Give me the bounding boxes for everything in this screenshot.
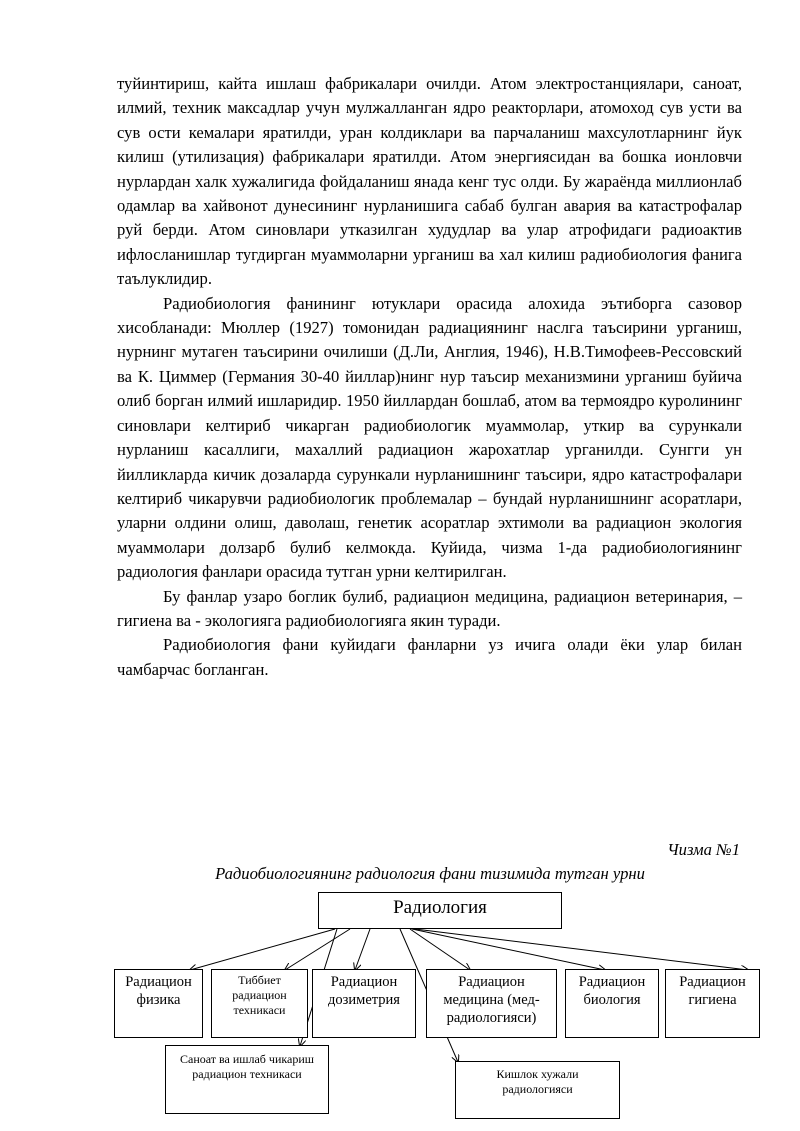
box-agricultural-radiology: Кишлок хужали радиологияси — [455, 1061, 620, 1119]
box-radiation-medicine: Радиацион медицина (мед-радиологияси) — [426, 969, 557, 1038]
box-medical-radiation-technique: Тиббиет радиацион техникаси — [211, 969, 308, 1038]
figure-title: Радиобиологиянинг радиология фани тизимида тутган урни — [215, 864, 645, 883]
box-industrial-radiation-technique: Саноат ва ишлаб чикариш радиацион техникаси — [165, 1045, 329, 1114]
figure-number: Чизма №1 — [667, 840, 740, 859]
box-radiation-dosimetry: Радиацион дозиметрия — [312, 969, 416, 1038]
paragraph-1: туйинтириш, кайта ишлаш фабрикалари очилди. Атом электростанциялари, саноат, илмий, техник максадлар учун мулжалланган ядро реакторлари, атомоход сув усти ва сув ости кемалари яратилди, уран колдиклари ва парчаланиш махсулотларнинг йук килиш (утилизация) фабрикалари яратилди. Атом энергиясидан ва бошка ионловчи нурлардан халк хужалигида фойдаланиш янада кенг тус олди. Бу жараёнда миллионлаб одамлар ва хайвонот дунесининг нурланишига сабаб булган авария ва катастрофалар руй берди. Атом синовлари утказилган худудлар ва улар атрофидаги радиоактив ифлосланишлар тугдирган муаммоларни урганиш ва хал килиш радиобиология фанига таълуклидир. — [117, 74, 742, 289]
box-radiation-physics: Радиацион физика — [114, 969, 203, 1038]
paragraph-4: Радиобиология фани куйидаги фанларни уз ичига олади ёки улар билан чамбарчас богланган. — [117, 635, 742, 679]
paragraph-2: Радиобиология фанининг ютуклари орасида алохида эътиборга сазовор хисобланади: Мюллер (1927) томонидан радиациянинг наслга таъсирини урганиш, нурнинг мутаген таъсирини очилиши (Д.Ли, Англия, 1946), Н.В.Тимофеев-Ресcовский ва К. Циммер (Германия 30-40 йиллар)нинг нур таъсир механизмини урганиш буйича олиб борган илмий ишларидир. 1950 йиллардан бошлаб, атом ва термоядро куролининг синовлари келтириб чикарган радиобиологик муаммолар, уткир ва сурункали нурланиш касаллиги, махаллий радиацион жарохатлар урганилди. Сунгги ун йилликларда кичик дозаларда сурункали нурланишнинг таъсири, ядро катастрофалари келтириб чикарувчи радиобиологик проблемалар – бундай нурланишнинг асоратлари, уларни олдини олиш, даволаш, генетик асоратлар эхтимоли ва радиацион экология муаммолари долзарб булиб келмокда. Куйида, чизма 1-да радиобиологиянинг радиология фанлари орасида тутган урни келтирилган. — [117, 293, 742, 582]
body-text — [117, 72, 742, 682]
box-radiation-hygiene: Радиацион гигиена — [665, 969, 760, 1038]
box-radiation-biology: Радиацион биология — [565, 969, 659, 1038]
paragraph-3: Бу фанлар узаро боглик булиб, радиацион медицина, радиацион ветеринария, – гигиена ва - экологияга радиобиологияга якин туради. — [117, 586, 742, 630]
radiology-root-box: Радиология — [318, 892, 562, 929]
